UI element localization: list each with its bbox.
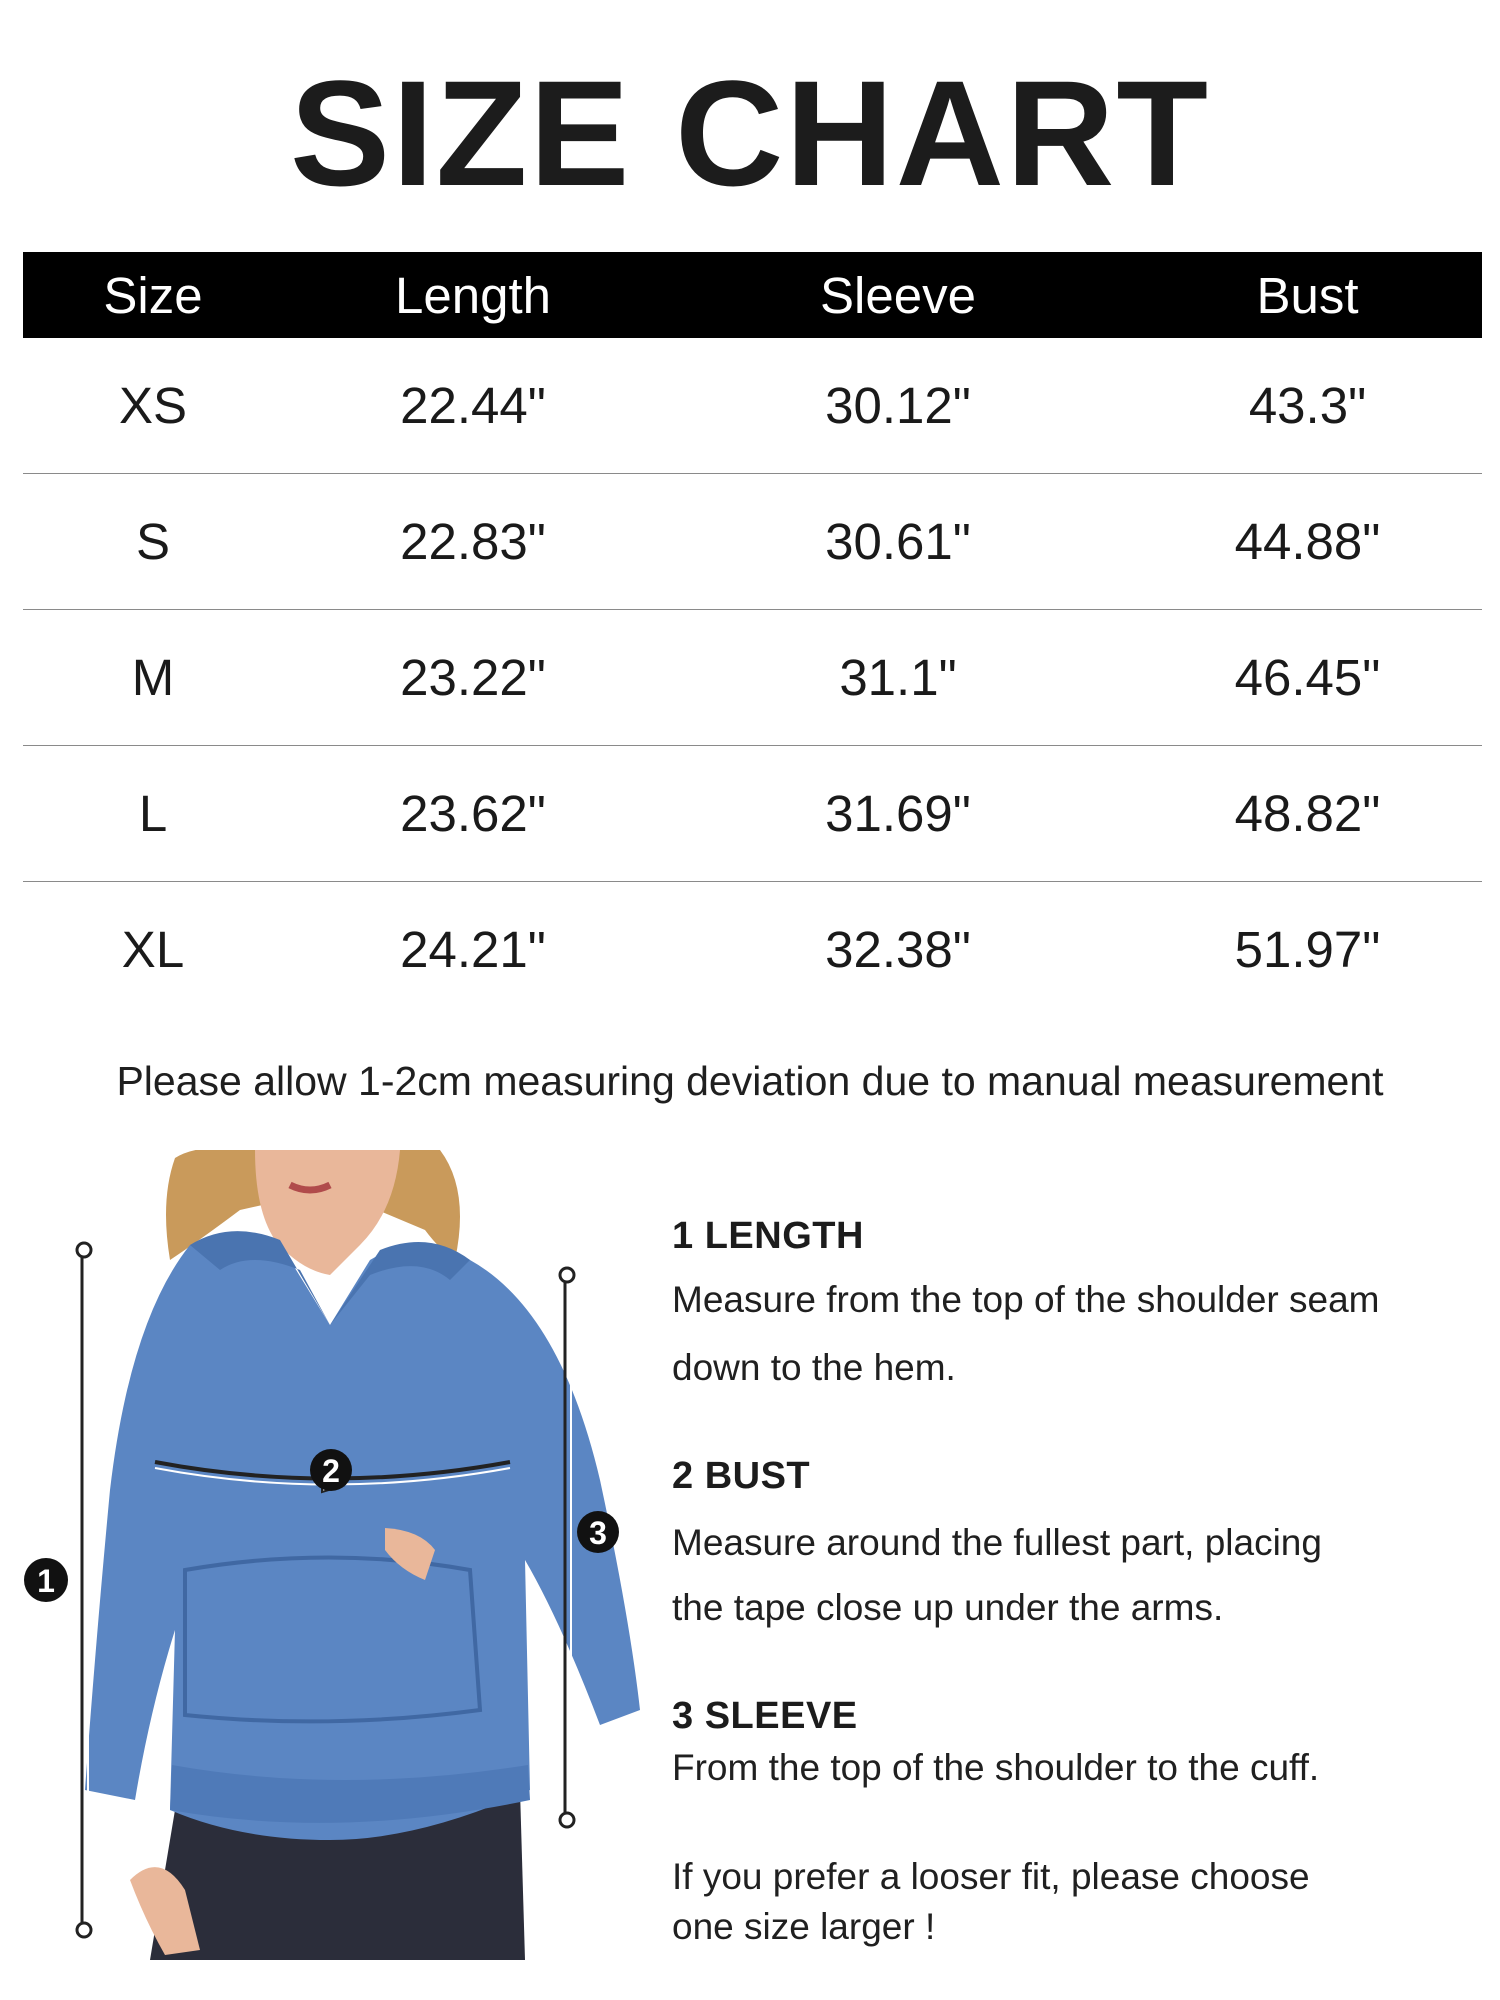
table-row: [23, 882, 1482, 1017]
length-heading: 1 LENGTH: [672, 1215, 864, 1257]
size-table: [23, 252, 1482, 1017]
table-row: [23, 610, 1482, 746]
length-text-line-2: down to the hem.: [672, 1347, 956, 1388]
sleeve-heading: 3 SLEEVE: [672, 1695, 858, 1737]
cell-sleeve: 30.12": [825, 377, 971, 434]
marker-3-label: 3: [589, 1515, 607, 1551]
page-title: SIZE CHART: [290, 49, 1210, 217]
sleeve-endpoint-top: [560, 1268, 574, 1282]
cell-sleeve: 30.61": [825, 513, 971, 570]
cell-bust: 46.45": [1234, 649, 1381, 706]
length-endpoint-bottom: [77, 1923, 91, 1937]
cell-sleeve: 31.69": [825, 785, 971, 842]
bust-text-line-1: Measure around the fullest part, placing: [672, 1522, 1322, 1563]
cell-bust: 51.97": [1234, 921, 1381, 978]
hoodie-model-illustration: [0, 1150, 660, 1960]
header-size: Size: [103, 266, 203, 324]
header-bust: Bust: [1256, 266, 1359, 324]
cell-size: XS: [118, 377, 188, 434]
length-text-line-1: Measure from the top of the shoulder seam: [672, 1279, 1380, 1320]
cell-size: XL: [121, 921, 185, 978]
table-row: [23, 338, 1482, 474]
cell-length: 23.62": [400, 785, 546, 842]
header-sleeve: Sleeve: [820, 266, 976, 324]
fit-tip-line-1: If you prefer a looser fit, please choose: [672, 1856, 1310, 1897]
cell-length: 22.83": [400, 513, 546, 570]
table-row: [23, 746, 1482, 882]
cell-sleeve: 31.1": [839, 649, 957, 706]
cell-size: M: [131, 649, 175, 706]
sleeve-text-line-1: From the top of the shoulder to the cuff.: [672, 1747, 1320, 1788]
cell-length: 23.22": [400, 649, 546, 706]
cell-size: S: [135, 513, 171, 570]
sleeve-instruction: [672, 1695, 1472, 1794]
marker-1-label: 1: [37, 1563, 55, 1599]
table-header: [23, 252, 1482, 338]
fit-tip: [672, 1852, 1472, 1952]
bust-heading: 2 BUST: [672, 1455, 811, 1497]
cell-sleeve: 32.38": [825, 921, 971, 978]
cell-bust: 43.3": [1248, 377, 1367, 434]
table-row: [23, 474, 1482, 610]
cell-length: 22.44": [400, 377, 546, 434]
cell-bust: 44.88": [1234, 513, 1381, 570]
length-endpoint-top: [77, 1243, 91, 1257]
fit-tip-line-2: one size larger !: [672, 1906, 936, 1947]
cell-bust: 48.82": [1234, 785, 1381, 842]
header-length: Length: [395, 266, 551, 324]
sleeve-endpoint-bottom: [560, 1813, 574, 1827]
bust-text-line-2: the tape close up under the arms.: [672, 1587, 1224, 1628]
hoodie-body: [85, 1240, 640, 1840]
cell-length: 24.21": [400, 921, 546, 978]
cell-size: L: [138, 785, 168, 842]
length-instruction: [672, 1215, 1472, 1394]
bust-instruction: [672, 1455, 1472, 1640]
marker-2-label: 2: [322, 1453, 340, 1489]
measurement-note: Please allow 1-2cm measuring deviation due to manual measurement: [116, 1058, 1384, 1104]
